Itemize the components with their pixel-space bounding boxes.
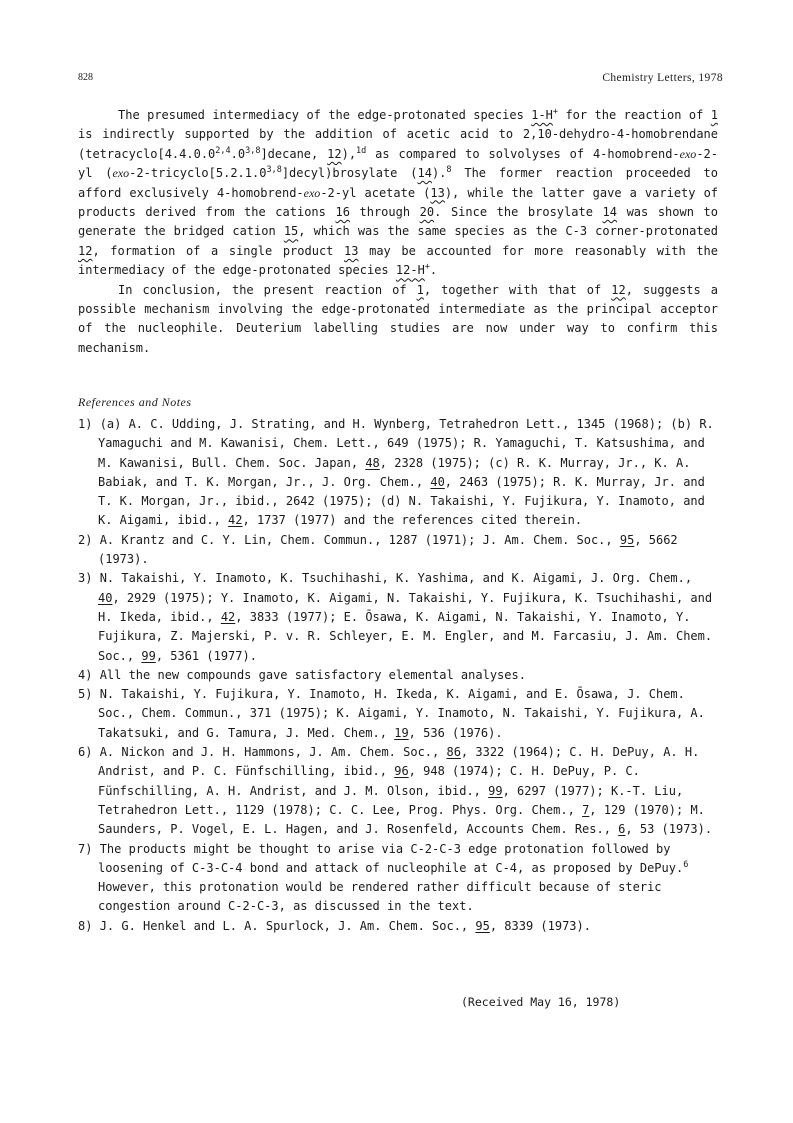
reference-item: 1) (a) A. C. Udding, J. Strating, and H. Wynberg, Tetrahedron Lett., 1345 (1968); (b) R. Yamaguchi and M. Kawanisi, Chem. Lett., 649 (1975); R. Yamaguchi, T. Katsushima, and M. Kawanisi, Bull. Chem. Soc. Japan, 48, 2328 (1975); (c) R. K. Murray, Jr., K. A. Babiak, and T. K. Morgan, Jr., J. Org. Chem., 40, 2463 (1975); R. K. Murray, Jr. and T. K. Morgan, Jr., ibid., 2642 (1975); (d) N. Takaishi, Y. Fujikura, Y. Inamoto, and K. Aigami, ibid., 42, 1737 (1977) and the references cited therein. [78, 417, 714, 528]
page-number: 828 [78, 72, 93, 83]
reference-item: 3) N. Takaishi, Y. Inamoto, K. Tsuchihashi, K. Yashima, and K. Aigami, J. Org. Chem., 40, 2929 (1975); Y. Inamoto, K. Aigami, N. Takaishi, Y. Fujikura, K. Tsuchihashi, and H. Ikeda, ibid., 42, 3833 (1977); E. Ōsawa, K. Aigami, N. Takaishi, Y. Inamoto, Y. Fujikura, Z. Majerski, P. v. R. Schleyer, E. M. Engler, and M. Farcasiu, J. Am. Chem. Soc., 99, 5361 (1977). [78, 571, 713, 663]
reference-item: 4) All the new compounds gave satisfactory elemental analyses. [78, 667, 526, 682]
received-date: (Received May 16, 1978) [461, 995, 621, 1009]
reference-item: 5) N. Takaishi, Y. Fujikura, Y. Inamoto, H. Ikeda, K. Aigami, and E. Ōsawa, J. Chem. Soc., Chem. Commun., 371 (1975); K. Aigami, Y. Inamoto, N. Takaishi, Y. Fujikura, A. Takatsuki, and G. Tamura, J. Med. Chem., 19, 536 (1976). [78, 687, 705, 740]
reference-item: 2) A. Krantz and C. Y. Lin, Chem. Commun., 1287 (1971); J. Am. Chem. Soc., 95, 5662 (1973). [78, 532, 678, 567]
reference-list [78, 415, 718, 936]
reference-item: 8) J. G. Henkel and L. A. Spurlock, J. Am. Chem. Soc., 95, 8339 (1973). [78, 918, 591, 933]
journal-running-head: Chemistry Letters, 1978 [602, 72, 723, 84]
paragraph-mechanism: The presumed intermediacy of the edge-protonated species 1-H+ for the reaction of 1 is indirectly supported by the addition of acetic acid to 2,10-dehydro-4-homobrendane (tetracyclo[4.4.0.0$^{2,4}$.0$^{3,8}$]decane, 12),$^{1d}$ as compared to solvolyses of 4-homobrend-exo-2-yl (exo-2-tricyclo[5.2.1.0$^{3,8}$]decyl)brosylate (14).$^8$ The former reaction proceeded to afford exclusively 4-homobrend-exo-2-yl acetate (13), while the latter gave a variety of products derived from the cations 16 through 20. Since the brosylate 14 was shown to generate the bridged cation 15, which was the same species as the C-3 corner-protonated 12, formation of a single product 13 may be accounted for more reasonably with the intermediacy of the edge-protonated species 12-H+. [78, 107, 719, 278]
page-header [78, 72, 723, 90]
paragraph-conclusion: In conclusion, the present reaction of 1, together with that of 12, suggests a possible mechanism involving the edge-protonated intermediate as the principal acceptor of the nucleophile. Deuterium labelling studies are now under way to confirm this mechanism. [78, 282, 719, 355]
references-heading: References and Notes [78, 395, 192, 409]
reference-item: 7) The products might be thought to arise via C-2-C-3 edge protonation followed by loosening of C-3-C-4 bond and attack of nucleophile at C-4, as proposed by DePuy.$^6$ However, this protonation would be rendered rather difficult because of steric congestion around C-2-C-3, as discussed in the text. [78, 841, 689, 914]
main-text [78, 106, 718, 358]
reference-item: 6) A. Nickon and J. H. Hammons, J. Am. Chem. Soc., 86, 3322 (1964); C. H. DePuy, A. H. Andrist, and P. C. Fünfschilling, ibid., 96, 948 (1974); C. H. DePuy, P. C. Fünfschilling, A. H. Andrist, and J. M. Olson, ibid., 99, 6297 (1977); K.-T. Liu, Tetrahedron Lett., 1129 (1978); C. C. Lee, Prog. Phys. Org. Chem., 7, 129 (1970); M. Saunders, P. Vogel, E. L. Hagen, and J. Rosenfeld, Accounts Chem. Res., 6, 53 (1973). [78, 745, 713, 837]
